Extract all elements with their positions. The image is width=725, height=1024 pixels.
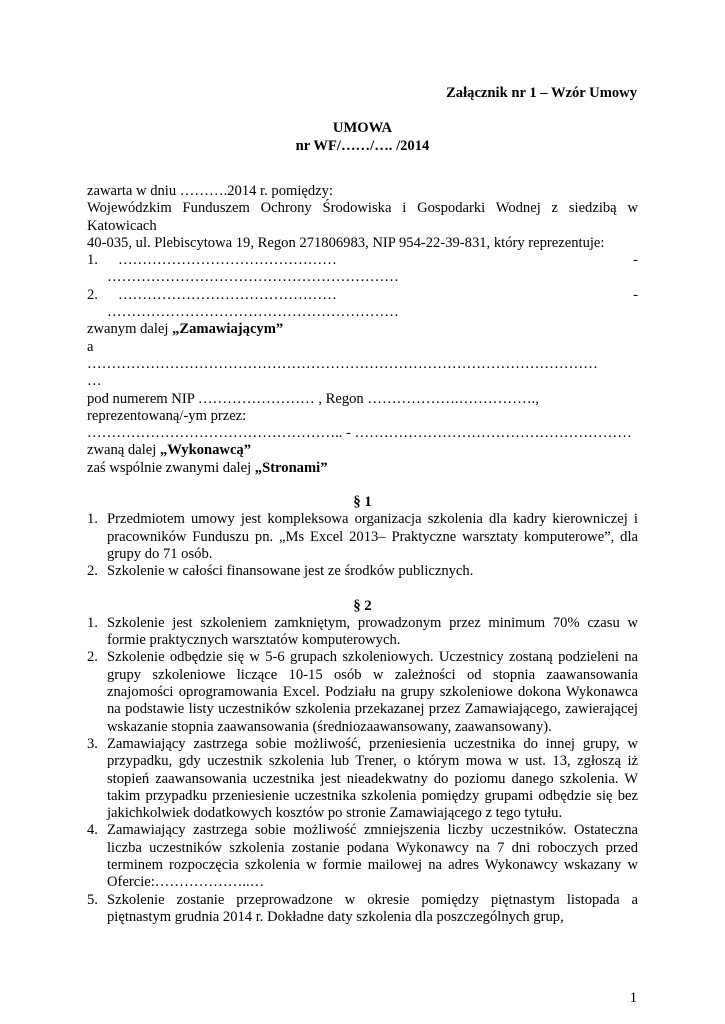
represented-line: reprezentowaną/-ym przez: (87, 407, 247, 424)
party1-city: Katowicach (87, 217, 157, 234)
item-number: 3. (87, 735, 98, 752)
list-item (87, 615, 638, 650)
contract-title (0, 120, 725, 156)
item-text: Przedmiotem umowy jest kompleksowa organizacja szkolenia dla kadry kierowniczej i pracowników Funduszu pn. „Ms Excel 2013– Praktyczne warsztaty komputerowe”, dla grupy do 71 osób. (107, 511, 638, 562)
concluded-line: zawarta w dniu ……….2014 r. pomiędzy: (87, 183, 334, 199)
item-text: Szkolenie jest szkoleniem zamkniętym, prowadzonym przez minimum 70% czasu w formie praktycznych warsztatów komputerowych. (107, 614, 638, 649)
rep1-dots: ……………………………………… (117, 252, 337, 269)
rep2-dash: - (633, 286, 638, 303)
item-text: Zamawiający zastrzega sobie możliwość, przeniesienia uczestnika do innej grupy, w przypadku, gdy uczestnik szkolenia lub Trener, o którym mowa w ust. 13, zgłoszą iż stopień zaawansowania uczestnika jest nieadekwatny do poziomu danego szkolenia. W takim przypadku przeniesienie uczestnika szkolenia pomiędzy grupami odbędzie się bez jakichkolwiek dodatkowych kosztów po stronie Zamawiającego z tego tytułu. (107, 735, 638, 822)
together-prefix: zaś wspólnie zwanymi dalej (87, 459, 255, 476)
and-line: a (87, 338, 94, 355)
nip-line: pod numerem NIP …………………… , Regon ……………….……………., (87, 390, 539, 407)
title-main: UMOWA (332, 120, 393, 136)
item-text: Szkolenie odbędzie się w 5-6 grupach szkoleniowych. Uczestnicy zostaną podzieleni na grupy szkoleniowe liczące 10-15 osób w zależności od stopnia zaawansowania znajomości oprogramowania Excel. Podziału na grupy szkoleniowe dokona Wykonawca na podstawie listy uczestników szkolenia przekazanej przez Zamawiającego, zawierającej wskazanie stopnia zaawansowania (średniozaawansowany, zaawansowany). (107, 649, 638, 735)
list-item (87, 822, 638, 891)
item-number: 4. (87, 822, 98, 839)
representative-2 (87, 287, 638, 304)
item-number: 1. (87, 614, 98, 631)
page-number: 1 (629, 990, 637, 1006)
item-number: 2. (87, 649, 98, 666)
party1-line: Wojewódzkim Funduszem Ochrony Środowiska i Gospodarki Wodnej z siedzibą w (87, 200, 638, 217)
called2-prefix: zwaną dalej (87, 442, 160, 459)
parties-line (87, 460, 638, 477)
rep2-number: 2. (87, 286, 98, 303)
representative-1 (87, 252, 638, 269)
section-2-heading: § 2 (353, 597, 372, 614)
contractor-dots-cont: … (87, 373, 102, 390)
item-number: 5. (87, 891, 98, 908)
section-2-list (87, 615, 638, 926)
section-1-list (87, 511, 638, 580)
list-item (87, 649, 638, 735)
called-prefix: zwanym dalej (87, 321, 173, 338)
representatives-line: …………………………………………….. - ………………………………………………… (87, 425, 632, 442)
called-client-line (87, 321, 638, 338)
rep1-number: 1. (87, 252, 98, 269)
rep2-continuation: …………………………………………………… (107, 304, 399, 321)
list-item (87, 736, 638, 822)
list-item (87, 563, 638, 580)
rep1-dash: - (633, 252, 638, 269)
item-text: Szkolenie zostanie przeprowadzone w okresie pomiędzy piętnastym listopada a piętnastym grudnia 2014 r. Dokładne daty szkolenia dla poszczególnych grup, (107, 891, 638, 925)
called-contractor-line (87, 442, 638, 459)
item-number: 2. (87, 563, 98, 580)
attachment-label: Załącznik nr 1 – Wzór Umowy (446, 85, 637, 101)
list-item (87, 892, 638, 927)
called-client-term: „Zamawiającym” (172, 321, 284, 338)
item-number: 1. (87, 511, 98, 528)
item-text: Szkolenie w całości finansowane jest ze środków publicznych. (107, 563, 474, 580)
party1-address: 40-035, ul. Plebiscytowa 19, Regon 271806983, NIP 954-22-39-831, który reprezentuje: (87, 234, 605, 251)
contractor-dots: …………………………………………………………………………………………… (87, 355, 598, 372)
contract-body (87, 183, 638, 926)
rep1-continuation: …………………………………………………… (107, 269, 399, 286)
section-1-heading: § 1 (353, 494, 372, 511)
title-number: nr WF/……/…. /2014 (295, 138, 430, 154)
list-item (87, 511, 638, 563)
item-text: Zamawiający zastrzega sobie możliwość zmniejszenia liczby uczestników. Ostateczna liczba uczestników szkolenia zostanie podana Wykonawcy na 7 dni roboczych przed terminem rozpoczęcia szkolenia w formie mailowej na adres Wykonawcy wskazany w Ofercie:………………..… (107, 822, 638, 891)
rep2-dots: ……………………………………… (117, 286, 337, 303)
parties-term: „Stronami” (254, 459, 328, 476)
called-contractor-term: „Wykonawcą” (159, 442, 252, 459)
